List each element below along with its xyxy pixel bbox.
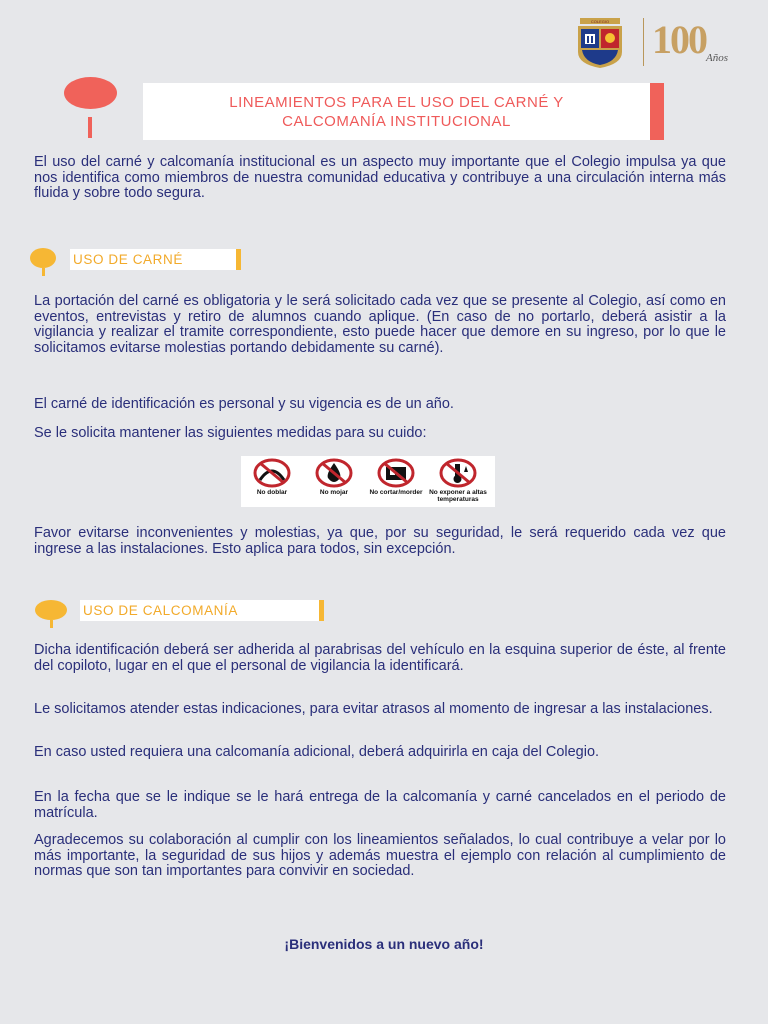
carne-paragraph-4: Favor evitarse inconvenientes y molestias, ya que, por su seguridad, le será requerido cada vez que ingrese a las instalaciones. Esto aplica para todos, sin excepción.: [34, 525, 726, 557]
calcomania-pin-icon: [35, 600, 67, 620]
calcomania-paragraph-4: En la fecha que se le indique se le hará entrega de la calcomanía y carné cancelados en el periodo de matrícula.: [34, 789, 726, 821]
carne-paragraph-3: Se le solicita mantener las siguientes medidas para su cuido:: [34, 425, 427, 441]
calcomania-heading-accent: [319, 600, 324, 621]
care-label-no-heat: No exponer a altas temperaturas: [429, 489, 487, 503]
title-pin-stem: [88, 117, 92, 138]
section-heading-calcomania: USO DE CALCOMANÍA: [80, 600, 319, 621]
calcomania-paragraph-5: Agradecemos su colaboración al cumplir con los lineamientos señalados, lo cual contribuye a velar por lo más importante, la seguridad de sus hijos y además muestra el ejemplo con relación al cumplimiento de normas que son tan importantes para convivir en sociedad.: [34, 832, 726, 879]
carne-paragraph-2: El carné de identificación es personal y su vigencia es de un año.: [34, 396, 454, 412]
carne-heading-accent: [236, 249, 241, 270]
centenary-word: Años: [706, 52, 728, 64]
centenary-number: 100: [652, 17, 706, 62]
care-item-no-cut: [365, 458, 427, 496]
intro-paragraph: El uso del carné y calcomanía institucional es un aspecto muy importante que el Colegio impulsa ya que nos identifica como miembros de nuestra comunidad educativa y contribuye a una circulación interna más fluida y sobre todo segura.: [34, 154, 726, 201]
calcomania-pin-stem: [50, 620, 53, 628]
no-water-icon: [314, 458, 354, 488]
calcomania-paragraph-3: En caso usted requiera una calcomanía adicional, deberá adquirirla en caja del Colegio.: [34, 744, 600, 760]
logo-divider: [643, 18, 644, 66]
carne-pin-icon: [30, 248, 56, 268]
page-title: [143, 83, 650, 140]
school-crest-logo: [572, 18, 628, 68]
care-instructions: [241, 456, 495, 507]
closing-message: ¡Bienvenidos a un nuevo año!: [284, 936, 484, 952]
crest-text: COLEGIO: [590, 19, 610, 24]
title-accent-bar: [650, 83, 664, 140]
section-heading-carne: USO DE CARNÉ: [70, 249, 236, 270]
no-bend-icon: [252, 458, 292, 488]
no-heat-icon: [438, 458, 478, 488]
care-item-no-water: [303, 458, 365, 496]
centenary-logo: [650, 16, 750, 68]
care-label-no-bend: No doblar: [256, 489, 288, 496]
care-label-no-water: No mojar: [319, 489, 349, 496]
carne-paragraph-1: La portación del carné es obligatoria y le será solicitado cada vez que se presente al Colegio, así como en eventos, entrevistas y retiro de alumnos cuando aplique. (En caso de no portarlo, deberá asistir a la vigilancia y realizar el tramite correspondiente, esto puede hacer que demore en su ingreso, por lo que le solicitamos evitarse molestias portando debidamente su carné).: [34, 293, 726, 356]
title-pin-icon: [64, 77, 117, 109]
no-cut-icon: [376, 458, 416, 488]
care-label-no-cut: No cortar/morder: [369, 489, 423, 496]
title-line-2: CALCOMANÍA INSTITUCIONAL: [282, 112, 511, 130]
calcomania-paragraph-1: Dicha identificación deberá ser adherida al parabrisas del vehículo en la esquina superior de éste, al frente del copiloto, lugar en el que el personal de vigilancia la identificará.: [34, 642, 726, 674]
carne-pin-stem: [42, 268, 45, 276]
care-item-no-heat: [427, 458, 489, 503]
calcomania-paragraph-2: Le solicitamos atender estas indicaciones, para evitar atrasos al momento de ingresar a las instalaciones.: [34, 701, 713, 717]
title-line-1: LINEAMIENTOS PARA EL USO DEL CARNÉ Y: [229, 93, 564, 111]
care-item-no-bend: [241, 458, 303, 496]
